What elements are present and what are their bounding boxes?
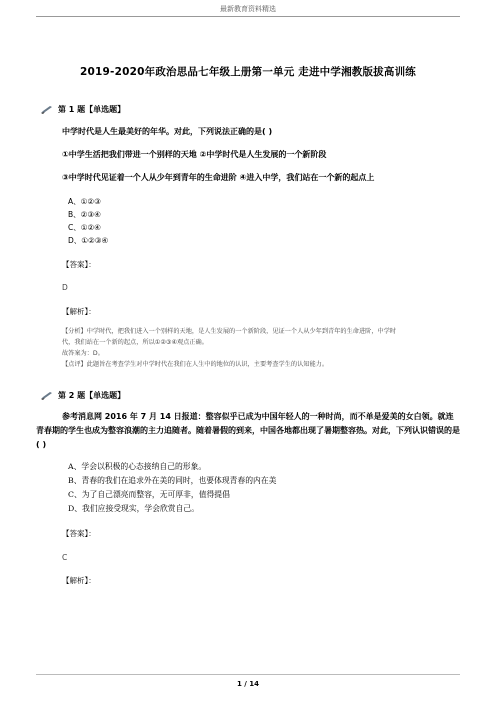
question-1-heading bbox=[40, 104, 125, 115]
option-b[interactable]: B、②③④ bbox=[68, 210, 101, 219]
question-2-heading-text: 第 2 题【单选题】 bbox=[58, 391, 126, 400]
analysis-text bbox=[62, 326, 460, 370]
footer-divider bbox=[36, 674, 460, 675]
analysis-line: 代，我们站在一个新的起点，所以①②③④观点正确。 bbox=[62, 339, 208, 346]
answer-label: 【答案】： bbox=[62, 260, 96, 269]
analysis-line: 【点评】此题旨在考查学生对中学时代在我们在人生中的地位的认识，主要考查学生的认知能力。 bbox=[62, 361, 329, 368]
pencil-icon bbox=[40, 105, 54, 115]
option-c[interactable]: C、①②④ bbox=[68, 223, 101, 232]
option-b[interactable]: B、青春的我们在追求外在美的同时，也要体现青春的内在美 bbox=[68, 476, 277, 485]
question-2-stem: 参考消息网 2016 年 7 月 14 日报道：整容似乎已成为中国年轻人的一种时尚，而不单是爱美的女白领。就连青春期的学生也成为整容浪潮的主力追随者。随着暑假的到来，中国各地都出现了暑期整容热。对此，下列认识错误的是( ) bbox=[36, 412, 460, 449]
header-divider bbox=[36, 16, 460, 17]
question-1-statement-1: ①中学生活把我们带进一个别样的天地 ②中学时代是人生发展的一个新阶段 bbox=[62, 150, 327, 159]
option-a[interactable]: A、①②③ bbox=[68, 197, 101, 206]
document-title: 2019-2020年政治思品七年级上册第一单元 走进中学湘教版拔高训练 bbox=[80, 66, 416, 78]
option-d[interactable]: D、我们应接受现实，学会欣赏自己。 bbox=[68, 504, 199, 513]
analysis-label: 【解析】： bbox=[62, 307, 96, 316]
analysis-line: 【分析】中学时代，把我们进入一个别样的天地，是人生发展的一个新阶段，见证一个人从少年到青年的生命进阶，中学时 bbox=[62, 328, 397, 335]
option-a[interactable]: A、学会以积极的心态接纳自己的形象。 bbox=[68, 462, 207, 471]
page-header: 最新教育资料精选 bbox=[220, 5, 276, 13]
analysis-line: 故答案为：D。 bbox=[62, 350, 104, 357]
question-1-statement-2: ③中学时代见证着一个人从少年到青年的生命进阶 ④进入中学，我们站在一个新的起点上 bbox=[62, 173, 375, 182]
answer-label: 【答案】： bbox=[62, 529, 96, 538]
option-c[interactable]: C、为了自己漂亮而整容，无可厚非，值得提倡 bbox=[68, 490, 230, 499]
question-1-heading-text: 第 1 题【单选题】 bbox=[58, 105, 126, 114]
option-d[interactable]: D、①②③④ bbox=[68, 236, 109, 245]
answer-value: C bbox=[62, 553, 68, 562]
question-2-heading bbox=[40, 390, 125, 401]
answer-value: D bbox=[62, 283, 68, 292]
question-1-stem: 中学时代是人生最美好的年华。对此，下列说法正确的是( ) bbox=[62, 127, 273, 136]
page-number: 1 / 14 bbox=[236, 680, 260, 688]
pencil-icon bbox=[40, 391, 54, 401]
analysis-label: 【解析】： bbox=[62, 576, 96, 585]
